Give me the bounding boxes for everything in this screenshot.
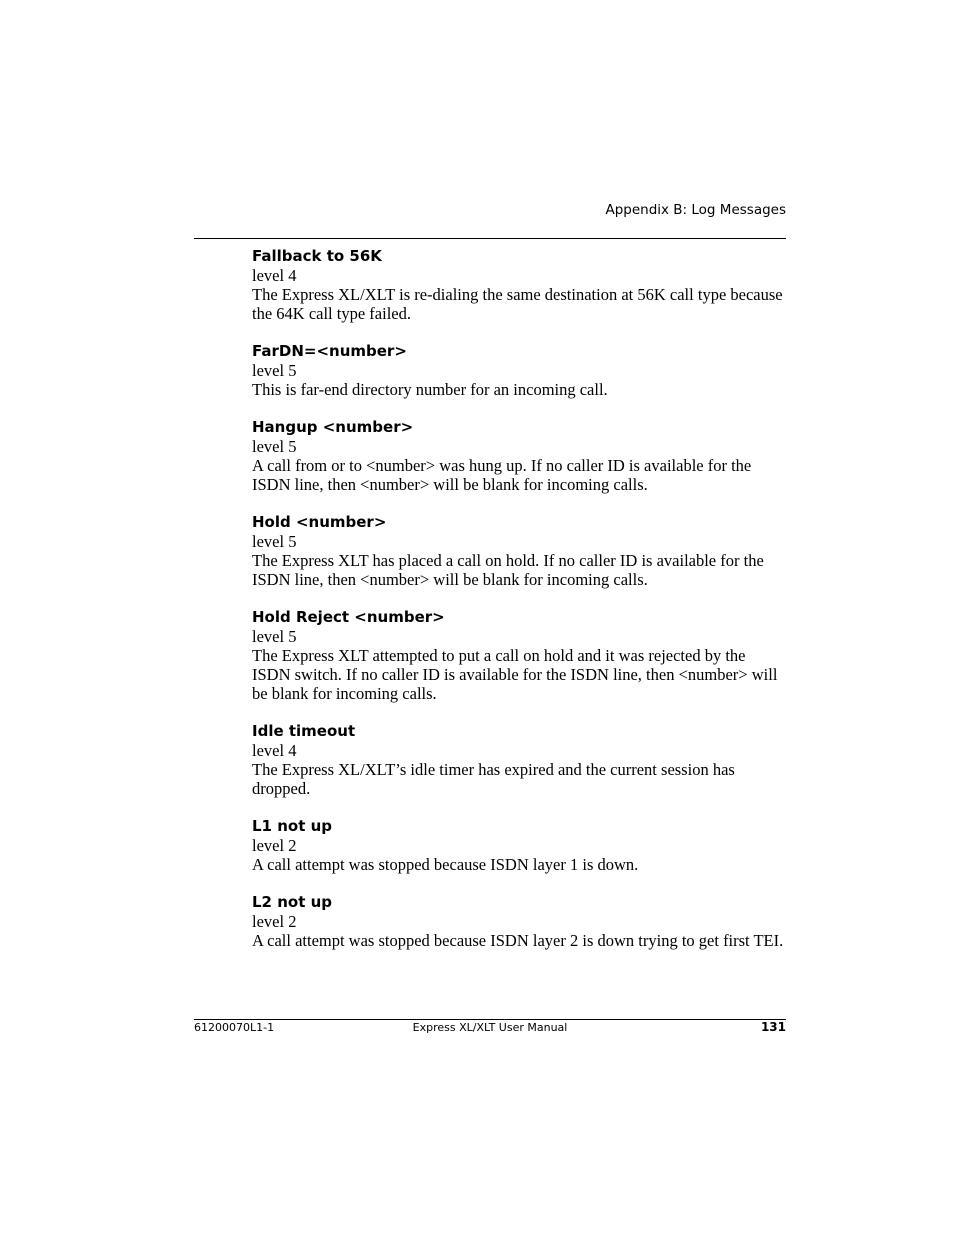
entry-description: This is far-end directory number for an incoming call. (252, 380, 608, 399)
entry-description: The Express XLT attempted to put a call on hold and it was rejected by the ISDN switch. If no caller ID is available for the ISDN line, then <number> will be blank for incoming calls. (252, 646, 778, 703)
log-entry (252, 816, 786, 874)
entry-description: A call from or to <number> was hung up. If no caller ID is available for the ISDN line, then <number> will be blank for incoming calls. (252, 456, 752, 494)
entry-level: level 5 (252, 532, 297, 551)
entry-title: L2 not up (252, 893, 333, 911)
entry-level: level 5 (252, 361, 297, 380)
manual-title: Express XL/XLT User Manual (412, 1021, 568, 1034)
entry-level: level 4 (252, 266, 297, 285)
entry-description: The Express XLT has placed a call on hold. If no caller ID is available for the ISDN line, then <number> will be blank for incoming calls. (252, 551, 764, 589)
entry-level: level 5 (252, 627, 297, 646)
document-number: 61200070L1-1 (194, 1021, 275, 1034)
log-entry (252, 721, 786, 798)
entry-title: L1 not up (252, 817, 333, 835)
log-entry (252, 607, 786, 703)
entry-description: The Express XL/XLT is re-dialing the same destination at 56K call type because the 64K call type failed. (252, 285, 783, 323)
entry-level: level 2 (252, 836, 297, 855)
page-number: 131 (760, 1020, 786, 1034)
log-entry (252, 892, 786, 950)
header-rule (194, 238, 786, 239)
log-message-list (252, 246, 786, 968)
log-entry (252, 417, 786, 494)
entry-title: Idle timeout (252, 722, 356, 740)
page-footer (194, 1020, 786, 1036)
entry-description: The Express XL/XLT’s idle timer has expired and the current session has dropped. (252, 760, 735, 798)
entry-title: Fallback to 56K (252, 247, 382, 265)
running-header: Appendix B: Log Messages (605, 202, 786, 218)
log-entry (252, 246, 786, 323)
entry-title: Hold <number> (252, 513, 387, 531)
entry-level: level 4 (252, 741, 297, 760)
entry-description: A call attempt was stopped because ISDN layer 1 is down. (252, 855, 639, 874)
log-entry (252, 512, 786, 589)
entry-title: FarDN=<number> (252, 342, 407, 360)
entry-title: Hold Reject <number> (252, 608, 445, 626)
log-entry (252, 341, 786, 399)
entry-title: Hangup <number> (252, 418, 414, 436)
entry-level: level 2 (252, 912, 297, 931)
entry-level: level 5 (252, 437, 297, 456)
entry-description: A call attempt was stopped because ISDN layer 2 is down trying to get first TEI. (252, 931, 784, 950)
